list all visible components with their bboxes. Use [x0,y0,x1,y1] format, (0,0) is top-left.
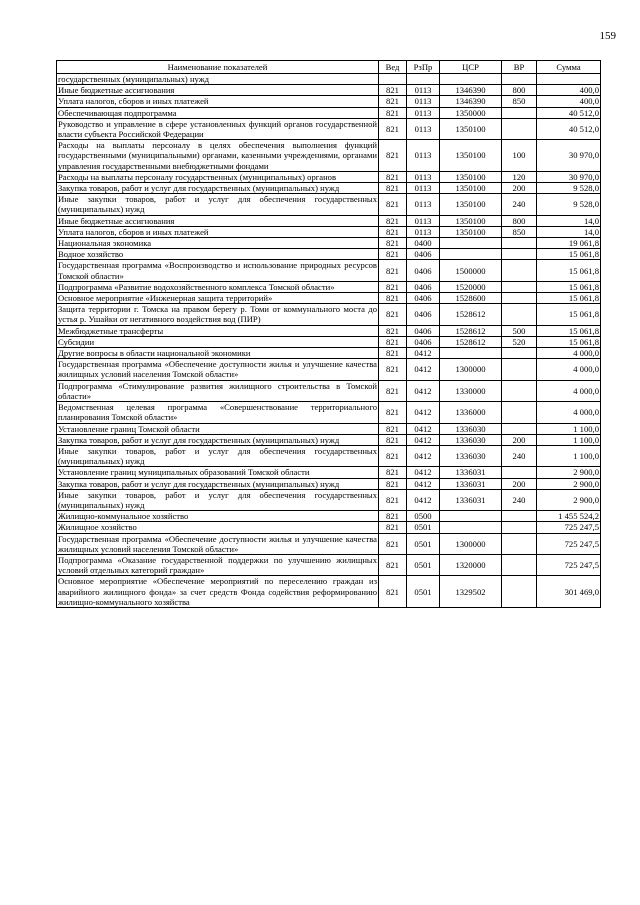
row-rzpr: 0406 [407,304,440,325]
table-row [57,85,601,96]
row-name: Государственная программа «Обеспечение доступности жилья и улучшение качества жилищных условий населения Томской области» [58,359,377,380]
row-ved: 821 [379,171,407,182]
row-rzpr: 0406 [407,260,440,281]
row-vr: 240 [502,445,537,466]
row-ved: 821 [379,533,407,554]
header-ved: Вед [379,61,407,74]
row-ved: 821 [379,348,407,359]
row-name: Иные бюджетные ассигнования [57,85,379,96]
row-vr [502,304,537,325]
row-csr: 1528600 [440,293,502,304]
row-rzpr: 0501 [407,522,440,533]
row-ved: 821 [379,260,407,281]
row-name: Руководство и управление в сфере установленных функций органов государственной власти субъекта Российской Федерации [58,118,377,140]
budget-table [56,60,601,608]
row-csr: 1350100 [440,183,502,194]
row-csr: 1330000 [440,380,502,401]
row-sum: 4 000,0 [537,402,601,423]
row-vr [502,359,537,380]
row-rzpr: 0412 [407,402,440,423]
row-rzpr: 0406 [407,281,440,292]
row-name: Установление границ Томской области [57,423,379,434]
row-vr [502,511,537,522]
row-rzpr: 0500 [407,511,440,522]
row-rzpr: 0412 [407,445,440,466]
table-row [57,423,601,434]
row-ved: 821 [379,336,407,347]
row-csr [440,238,502,249]
table-row [57,194,601,215]
row-vr: 500 [502,325,537,336]
row-name: Государственная программа «Обеспечение доступности жилья и улучшение качества жилищных условий населения Томской области» [58,533,377,554]
header-sum: Сумма [537,61,601,74]
row-sum: 2 900,0 [537,467,601,478]
row-csr: 1520000 [440,281,502,292]
row-vr [502,554,537,575]
row-sum: 4 000,0 [537,380,601,401]
row-sum: 15 061,8 [537,336,601,347]
row-csr [440,348,502,359]
row-sum: 9 528,0 [537,183,601,194]
row-rzpr: 0412 [407,423,440,434]
row-rzpr: 0501 [407,554,440,575]
row-name: Иные бюджетные ассигнования [57,215,379,226]
row-ved: 821 [379,183,407,194]
row-sum: 40 512,0 [537,118,601,139]
header-vr: ВР [502,61,537,74]
row-name: Государственная программа «Воспроизводство и использование природных ресурсов Томской области» [58,260,377,281]
row-ved: 821 [379,194,407,215]
table-row [57,402,601,423]
row-name: Обеспечивающая подпрограмма [57,107,379,118]
row-ved: 821 [379,478,407,489]
row-sum: 4 000,0 [537,348,601,359]
row-vr [502,238,537,249]
row-vr: 850 [502,96,537,107]
row-vr [502,293,537,304]
header-rzpr: РзПр [407,61,440,74]
row-vr [502,118,537,139]
row-rzpr: 0113 [407,140,440,172]
row-rzpr: 0406 [407,336,440,347]
row-sum: 30 970,0 [537,171,601,182]
row-sum: 40 512,0 [537,107,601,118]
row-vr [502,423,537,434]
row-sum: 1 100,0 [537,434,601,445]
table-row [57,576,601,608]
row-sum: 15 061,8 [537,249,601,260]
table-row [57,533,601,554]
table-row [57,304,601,325]
row-rzpr: 0113 [407,183,440,194]
row-csr: 1528612 [440,304,502,325]
row-name: Закупка товаров, работ и услуг для государственных (муниципальных) нужд [57,183,379,194]
row-name: Водное хозяйство [57,249,379,260]
header-name: Наименование показателей [57,61,379,74]
row-rzpr: 0113 [407,118,440,139]
row-rzpr: 0412 [407,489,440,510]
row-rzpr: 0406 [407,325,440,336]
row-csr: 1346390 [440,96,502,107]
row-name: Закупка товаров, работ и услуг для государственных (муниципальных) нужд [57,434,379,445]
row-ved: 821 [379,226,407,237]
row-rzpr: 0113 [407,107,440,118]
row-rzpr: 0113 [407,194,440,215]
row-vr [502,348,537,359]
row-ved: 821 [379,325,407,336]
row-vr [502,533,537,554]
row-rzpr: 0406 [407,293,440,304]
table-row [57,249,601,260]
row-ved: 821 [379,118,407,139]
row-vr [502,260,537,281]
row-csr: 1336030 [440,445,502,466]
table-row [57,359,601,380]
row-rzpr: 0412 [407,359,440,380]
row-rzpr: 0412 [407,478,440,489]
row-rzpr: 0113 [407,226,440,237]
row-sum: 4 000,0 [537,359,601,380]
table-row [57,140,601,172]
row-vr [502,281,537,292]
row-name: Подпрограмма «Стимулирование развития жилищного строительства в Томской области» [58,380,377,401]
row-name: Национальная экономика [57,238,379,249]
row-csr: 1336030 [440,434,502,445]
table-row [57,238,601,249]
row-vr [502,107,537,118]
table-row [57,183,601,194]
table-row [57,380,601,401]
row-ved: 821 [379,467,407,478]
row-ved: 821 [379,402,407,423]
row-sum: 2 900,0 [537,478,601,489]
row-csr: 1300000 [440,359,502,380]
table-row [57,171,601,182]
row-name: Подпрограмма «Развитие водохозяйственного комплекса Томской области» [57,281,379,292]
row-sum: 15 061,8 [537,304,601,325]
row-ved: 821 [379,238,407,249]
row-vr [502,576,537,608]
row-rzpr: 0113 [407,171,440,182]
row-csr [440,511,502,522]
row-rzpr: 0412 [407,467,440,478]
row-sum: 400,0 [537,85,601,96]
table-row [57,522,601,533]
row-ved: 821 [379,511,407,522]
row-csr: 1528612 [440,325,502,336]
row-sum [537,74,601,85]
row-csr: 1336031 [440,467,502,478]
row-vr: 240 [502,194,537,215]
row-name: Жилищное хозяйство [57,522,379,533]
row-sum: 9 528,0 [537,194,601,215]
row-vr [502,380,537,401]
page-number: 159 [599,30,616,42]
row-rzpr: 0113 [407,96,440,107]
row-name: Другие вопросы в области национальной экономики [57,348,379,359]
row-sum: 725 247,5 [537,533,601,554]
row-csr: 1336031 [440,489,502,510]
row-vr: 200 [502,478,537,489]
row-vr: 240 [502,489,537,510]
row-rzpr: 0406 [407,249,440,260]
row-sum: 301 469,0 [537,576,601,608]
row-name: Уплата налогов, сборов и иных платежей [57,96,379,107]
row-name: государственных (муниципальных) нужд [57,74,379,85]
row-vr: 850 [502,226,537,237]
row-csr: 1500000 [440,260,502,281]
row-sum: 725 247,5 [537,522,601,533]
row-csr: 1336031 [440,478,502,489]
row-name: Иные закупки товаров, работ и услуг для обеспечения государственных (муниципальных) нужд [58,194,377,215]
row-csr: 1350000 [440,107,502,118]
table-row [57,74,601,85]
row-name: Расходы на выплаты персоналу в целях обеспечения выполнения функций государственными (муниципальными) органами, казенными учреждениями, органами управления государственными внебюджетными фондами [58,140,377,171]
row-sum: 15 061,8 [537,260,601,281]
row-rzpr: 0501 [407,533,440,554]
row-sum: 2 900,0 [537,489,601,510]
row-vr: 200 [502,434,537,445]
row-name: Ведомственная целевая программа «Совершенствование территориального планирования Томской области» [58,402,377,423]
row-rzpr [407,74,440,85]
row-sum: 1 100,0 [537,423,601,434]
row-name: Уплата налогов, сборов и иных платежей [57,226,379,237]
row-csr [440,249,502,260]
row-vr: 800 [502,85,537,96]
table-row [57,434,601,445]
table-row [57,226,601,237]
row-ved: 821 [379,445,407,466]
row-vr [502,522,537,533]
table-row [57,554,601,575]
row-name: Основное мероприятие «Инженерная защита территорий» [57,293,379,304]
row-name: Иные закупки товаров, работ и услуг для обеспечения государственных (муниципальных) нужд [58,489,377,510]
row-csr: 1300000 [440,533,502,554]
row-sum: 15 061,8 [537,293,601,304]
row-ved: 821 [379,140,407,172]
table-row [57,478,601,489]
row-sum: 19 061,8 [537,238,601,249]
row-name: Установление границ муниципальных образований Томской области [57,467,379,478]
row-vr: 120 [502,171,537,182]
row-ved: 821 [379,554,407,575]
table-row [57,489,601,510]
row-csr: 1528612 [440,336,502,347]
row-ved: 821 [379,96,407,107]
row-csr: 1336030 [440,423,502,434]
row-vr [502,467,537,478]
row-rzpr: 0113 [407,215,440,226]
row-ved: 821 [379,576,407,608]
row-csr: 1350100 [440,171,502,182]
row-name: Жилищно-коммунальное хозяйство [57,511,379,522]
row-vr [502,74,537,85]
row-rzpr: 0412 [407,348,440,359]
row-csr: 1350100 [440,194,502,215]
row-name: Закупка товаров, работ и услуг для государственных (муниципальных) нужд [57,478,379,489]
row-sum: 14,0 [537,215,601,226]
row-csr: 1350100 [440,140,502,172]
row-name: Основное мероприятие «Обеспечение мероприятий по переселению граждан из аварийного жилищного фонда» за счет средств Фонда содействия реформированию жилищно-коммунального хозяйства [58,576,377,607]
row-csr: 1350100 [440,226,502,237]
row-vr: 520 [502,336,537,347]
row-ved [379,74,407,85]
row-vr: 100 [502,140,537,172]
row-ved: 821 [379,249,407,260]
row-sum: 14,0 [537,226,601,237]
row-ved: 821 [379,522,407,533]
row-ved: 821 [379,489,407,510]
table-header-row [57,61,601,74]
row-rzpr: 0400 [407,238,440,249]
table-row [57,281,601,292]
row-rzpr: 0501 [407,576,440,608]
row-vr: 200 [502,183,537,194]
row-ved: 821 [379,380,407,401]
row-ved: 821 [379,434,407,445]
row-rzpr: 0113 [407,85,440,96]
row-sum: 725 247,5 [537,554,601,575]
row-csr: 1320000 [440,554,502,575]
row-vr [502,402,537,423]
row-sum: 400,0 [537,96,601,107]
row-rzpr: 0412 [407,434,440,445]
row-csr [440,74,502,85]
row-ved: 821 [379,215,407,226]
table-row [57,325,601,336]
row-csr: 1329502 [440,576,502,608]
row-csr [440,522,502,533]
row-ved: 821 [379,281,407,292]
table-row [57,511,601,522]
row-ved: 821 [379,423,407,434]
row-sum: 15 061,8 [537,281,601,292]
table-row [57,445,601,466]
row-name: Субсидии [57,336,379,347]
table-row [57,293,601,304]
table-row [57,336,601,347]
row-csr: 1346390 [440,85,502,96]
row-name: Защита территории г. Томска на правом берегу р. Томи от коммунального моста до устья р. Ушайки от негативного воздействия вод (ПИР) [58,304,377,325]
row-csr: 1350100 [440,118,502,139]
table-row [57,118,601,139]
row-vr: 800 [502,215,537,226]
row-csr: 1350100 [440,215,502,226]
row-sum: 1 455 524,2 [537,511,601,522]
row-ved: 821 [379,293,407,304]
row-name: Подпрограмма «Оказание государственной поддержки по улучшению жилищных условий отдельных категорий граждан» [58,554,377,576]
table-row [57,107,601,118]
row-ved: 821 [379,304,407,325]
row-name: Межбюджетные трансферты [57,325,379,336]
row-csr: 1336000 [440,402,502,423]
row-sum: 15 061,8 [537,325,601,336]
table-row [57,348,601,359]
row-sum: 1 100,0 [537,445,601,466]
header-csr: ЦСР [440,61,502,74]
row-name: Иные закупки товаров, работ и услуг для обеспечения государственных (муниципальных) нужд [58,445,377,467]
row-vr [502,249,537,260]
row-ved: 821 [379,85,407,96]
row-ved: 821 [379,107,407,118]
row-rzpr: 0412 [407,380,440,401]
table-row [57,96,601,107]
row-name: Расходы на выплаты персоналу государственных (муниципальных) органов [57,171,379,182]
table-row [57,467,601,478]
row-ved: 821 [379,359,407,380]
table-row [57,260,601,281]
table-row [57,215,601,226]
row-sum: 30 970,0 [537,140,601,172]
